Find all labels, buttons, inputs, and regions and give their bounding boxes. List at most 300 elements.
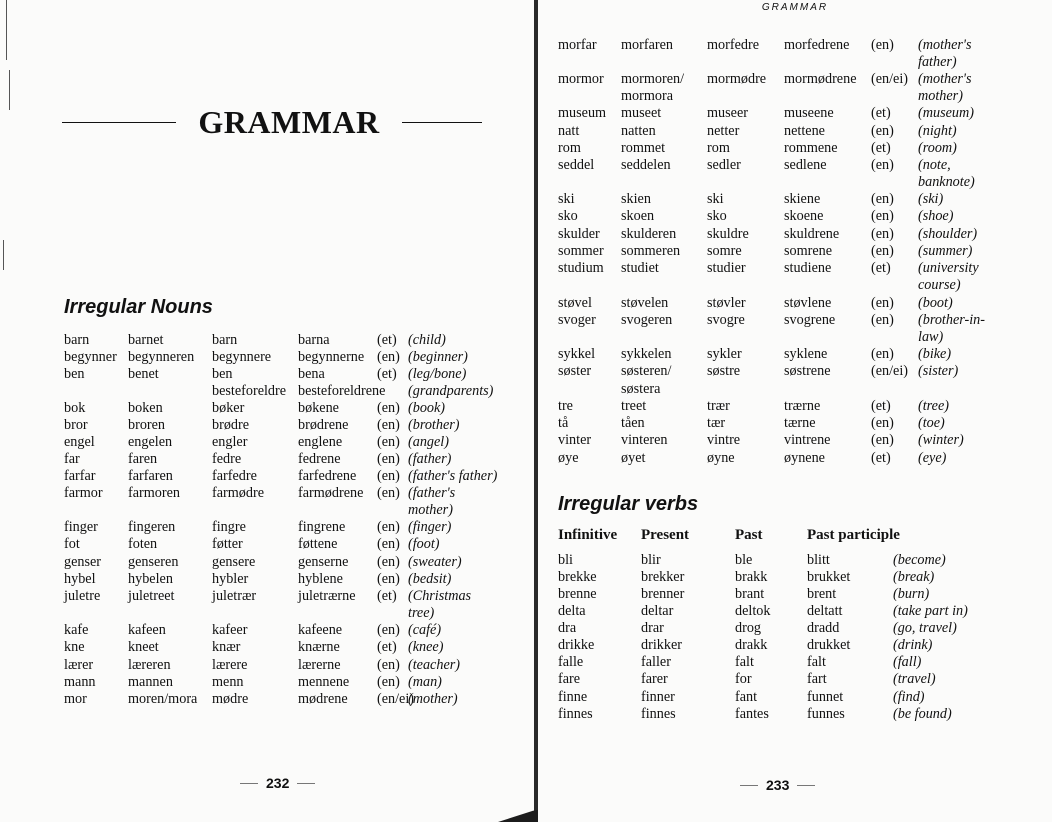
cell-past-participle: falt	[807, 654, 826, 670]
cell-translation: (father's	[408, 485, 456, 501]
table-row	[64, 332, 564, 349]
table-row	[558, 295, 1052, 312]
cell-gender: (en)	[377, 468, 400, 484]
cell-plural-definite: syklene	[784, 346, 828, 362]
cell-singular-definite: broren	[128, 417, 166, 433]
cell-plural-definite: knærne	[298, 639, 340, 655]
cell-singular-indefinite: begynner	[64, 349, 117, 365]
table-row	[558, 329, 1052, 346]
cell-translation: (grandparents)	[408, 383, 494, 399]
cell-translation: (find)	[893, 689, 925, 705]
cell-past-participle: funnes	[807, 706, 845, 722]
cell-translation: (burn)	[893, 586, 930, 602]
cell-translation: (ski)	[918, 191, 944, 207]
cell-translation: (bike)	[918, 346, 952, 362]
cell-gender: (en)	[871, 432, 894, 448]
cell-plural-indefinite: svogre	[707, 312, 745, 328]
cell-plural-definite: bena	[298, 366, 325, 382]
cell-plural-definite: genserne	[298, 554, 349, 570]
cell-singular-definite: skien	[621, 191, 651, 207]
cell-singular-indefinite: engel	[64, 434, 95, 450]
cell-translation: (take part in)	[893, 603, 968, 619]
cell-plural-definite: kafeene	[298, 622, 343, 638]
cell-plural-indefinite: begynnere	[212, 349, 272, 365]
cell-plural-indefinite: kafeer	[212, 622, 248, 638]
cell-gender: (en)	[377, 554, 400, 570]
table-row	[64, 674, 564, 691]
verb-header-present: Present	[641, 527, 690, 543]
cell-gender: (en)	[871, 312, 894, 328]
table-row	[64, 691, 564, 708]
cell-singular-indefinite: bok	[64, 400, 86, 416]
table-row	[558, 54, 1052, 71]
cell-plural-indefinite: farfedre	[212, 468, 257, 484]
cell-translation: (Christmas	[408, 588, 472, 604]
cell-singular-definite: moren/mora	[128, 691, 198, 707]
cell-singular-definite: støvelen	[621, 295, 669, 311]
cell-past: brant	[735, 586, 765, 602]
table-row	[558, 37, 1052, 54]
cell-plural-indefinite: vintre	[707, 432, 741, 448]
cell-singular-definite: morfaren	[621, 37, 673, 53]
cell-translation: (beginner)	[408, 349, 468, 365]
cell-singular-definite: genseren	[128, 554, 179, 570]
cell-singular-indefinite: vinter	[558, 432, 592, 448]
table-row	[64, 639, 564, 656]
cell-plural-indefinite: skuldre	[707, 226, 749, 242]
table-row	[558, 157, 1052, 174]
cell-past: drog	[735, 620, 762, 636]
table-row	[64, 349, 564, 366]
cell-plural-definite: skoene	[784, 208, 824, 224]
cell-translation: (summer)	[918, 243, 973, 259]
page-number: 233	[766, 777, 790, 793]
table-row	[558, 123, 1052, 140]
cell-singular-definite: kneet	[128, 639, 159, 655]
cell-translation: (father)	[408, 451, 452, 467]
cell-plural-indefinite: brødre	[212, 417, 250, 433]
cell-plural-definite: mormødrene	[784, 71, 857, 87]
table-row	[558, 620, 1052, 637]
cell-gender: (en)	[377, 349, 400, 365]
cell-singular-indefinite: sko	[558, 208, 578, 224]
cell-plural-indefinite: øyne	[707, 450, 735, 466]
cell-past-participle: funnet	[807, 689, 844, 705]
cell-plural-definite: farmødrene	[298, 485, 364, 501]
cell-translation: (foot)	[408, 536, 440, 552]
cell-plural-indefinite: søstre	[707, 363, 741, 379]
cell-singular-indefinite: museum	[558, 105, 607, 121]
cell-singular-definite: søstera	[621, 381, 661, 397]
table-row	[64, 588, 564, 605]
cell-gender: (et)	[377, 332, 397, 348]
cell-plural-indefinite: fedre	[212, 451, 242, 467]
cell-plural-indefinite: menn	[212, 674, 244, 690]
cell-singular-indefinite: finger	[64, 519, 98, 535]
cell-translation: mother)	[918, 88, 963, 104]
cell-singular-indefinite: farmor	[64, 485, 103, 501]
cell-translation: (boot)	[918, 295, 953, 311]
table-row	[558, 689, 1052, 706]
cell-translation: (university	[918, 260, 979, 276]
cell-plural-indefinite: bøker	[212, 400, 245, 416]
cell-gender: (en)	[377, 417, 400, 433]
cell-plural-definite: bøkene	[298, 400, 339, 416]
cell-gender: (en)	[871, 243, 894, 259]
cell-past: falt	[735, 654, 754, 670]
cell-present: faller	[641, 654, 671, 670]
cell-plural-indefinite: netter	[707, 123, 740, 139]
cell-translation: (shoe)	[918, 208, 954, 224]
cell-plural-indefinite: sko	[707, 208, 727, 224]
cell-singular-definite: skulderen	[621, 226, 677, 242]
cell-singular-indefinite: mann	[64, 674, 96, 690]
cell-singular-indefinite: lærer	[64, 657, 94, 673]
chapter-title: GRAMMAR	[198, 104, 380, 140]
cell-singular-definite: mannen	[128, 674, 173, 690]
cell-plural-indefinite: føtter	[212, 536, 243, 552]
cell-singular-definite: skoen	[621, 208, 655, 224]
table-row	[558, 174, 1052, 191]
cell-plural-indefinite: studier	[707, 260, 746, 276]
cell-translation: (eye)	[918, 450, 947, 466]
cell-translation: father)	[918, 54, 957, 70]
heading-rule-right	[402, 122, 482, 123]
cell-singular-definite: fingeren	[128, 519, 176, 535]
cell-plural-indefinite: hybler	[212, 571, 249, 587]
cell-translation: (drink)	[893, 637, 933, 653]
cell-plural-indefinite: gensere	[212, 554, 256, 570]
cell-gender: (en)	[377, 622, 400, 638]
cell-singular-indefinite: farfar	[64, 468, 96, 484]
cell-past-participle: drukket	[807, 637, 851, 653]
table-row	[64, 605, 564, 622]
table-row	[558, 603, 1052, 620]
cell-plural-definite: skuldrene	[784, 226, 840, 242]
cell-gender: (en)	[871, 208, 894, 224]
table-row	[64, 383, 564, 400]
cell-infinitive: finnes	[558, 706, 593, 722]
cell-gender: (en/ei)	[871, 71, 909, 87]
cell-translation: (café)	[408, 622, 442, 638]
section-title-irregular-verbs: Irregular verbs	[558, 493, 699, 515]
table-row	[64, 571, 564, 588]
cell-singular-definite: boken	[128, 400, 163, 416]
cell-present: drikker	[641, 637, 682, 653]
cell-plural-indefinite: museer	[707, 105, 748, 121]
cell-singular-definite: seddelen	[621, 157, 671, 173]
cell-plural-definite: lærerne	[298, 657, 341, 673]
cell-singular-definite: læreren	[128, 657, 171, 673]
page-number-right	[740, 777, 815, 793]
cell-gender: (en/ei)	[871, 363, 909, 379]
cell-singular-indefinite: sykkel	[558, 346, 596, 362]
cell-plural-definite: øynene	[784, 450, 825, 466]
cell-singular-indefinite: tre	[558, 398, 573, 414]
cell-translation: (sweater)	[408, 554, 462, 570]
table-row	[558, 654, 1052, 671]
cell-singular-definite: mormoren/	[621, 71, 685, 87]
cell-plural-definite: begynnerne	[298, 349, 365, 365]
table-row	[558, 398, 1052, 415]
cell-singular-indefinite: juletre	[64, 588, 101, 604]
cell-gender: (et)	[377, 588, 397, 604]
cell-translation: (leg/bone)	[408, 366, 467, 382]
cell-singular-definite: rommet	[621, 140, 666, 156]
table-row	[558, 586, 1052, 603]
cell-singular-definite: farmoren	[128, 485, 180, 501]
table-row	[558, 432, 1052, 449]
cell-plural-definite: mennene	[298, 674, 350, 690]
cell-translation: (brother)	[408, 417, 460, 433]
cell-plural-indefinite: trær	[707, 398, 730, 414]
table-row	[558, 71, 1052, 88]
table-row	[558, 243, 1052, 260]
cell-plural-indefinite: engler	[212, 434, 248, 450]
cell-plural-indefinite: sykler	[707, 346, 742, 362]
cell-infinitive: bli	[558, 552, 573, 568]
cell-translation: (mother's	[918, 37, 972, 53]
table-row	[558, 260, 1052, 277]
cell-singular-definite: natten	[621, 123, 656, 139]
table-row	[64, 366, 564, 383]
cell-plural-definite: barna	[298, 332, 330, 348]
table-row	[64, 468, 564, 485]
cell-singular-indefinite: studium	[558, 260, 604, 276]
cell-translation: (angel)	[408, 434, 449, 450]
cell-gender: (en)	[377, 434, 400, 450]
cell-plural-definite: fedrene	[298, 451, 341, 467]
cell-singular-indefinite: ben	[64, 366, 85, 382]
cell-plural-definite: brødrene	[298, 417, 349, 433]
cell-translation: (night)	[918, 123, 957, 139]
cell-plural-indefinite: lærere	[212, 657, 248, 673]
table-row	[64, 519, 564, 536]
table-row	[64, 622, 564, 639]
cell-gender: (et)	[871, 105, 891, 121]
page-number-left	[240, 775, 315, 791]
cell-singular-definite: tåen	[621, 415, 645, 431]
cell-singular-indefinite: morfar	[558, 37, 597, 53]
cell-translation: (brother-in-	[918, 312, 985, 328]
cell-plural-indefinite: støvler	[707, 295, 746, 311]
cell-translation: (note,	[918, 157, 951, 173]
cell-translation: (mother)	[408, 691, 458, 707]
cell-translation: banknote)	[918, 174, 975, 190]
cell-singular-indefinite: rom	[558, 140, 581, 156]
cell-gender: (en)	[871, 157, 894, 173]
table-row	[558, 208, 1052, 225]
table-row	[558, 140, 1052, 157]
cell-singular-definite: benet	[128, 366, 159, 382]
cell-plural-indefinite: sedler	[707, 157, 741, 173]
cell-infinitive: brenne	[558, 586, 597, 602]
cell-plural-definite: museene	[784, 105, 834, 121]
table-row	[558, 226, 1052, 243]
cell-translation: (toe)	[918, 415, 945, 431]
cell-past: for	[735, 671, 752, 687]
table-row	[558, 363, 1052, 380]
cell-singular-indefinite: hybel	[64, 571, 96, 587]
cell-translation: (tree)	[918, 398, 949, 414]
cell-plural-definite: sedlene	[784, 157, 827, 173]
cell-past: ble	[735, 552, 753, 568]
cell-translation: (man)	[408, 674, 442, 690]
cell-translation: (room)	[918, 140, 957, 156]
cell-plural-definite: tærne	[784, 415, 816, 431]
verb-header-past: Past	[735, 527, 763, 543]
cell-singular-indefinite: sommer	[558, 243, 604, 259]
cell-translation: (child)	[408, 332, 446, 348]
cell-plural-definite: skiene	[784, 191, 821, 207]
cell-singular-definite: vinteren	[621, 432, 668, 448]
table-row	[64, 400, 564, 417]
table-row	[558, 671, 1052, 688]
cell-plural-indefinite: farmødre	[212, 485, 264, 501]
cell-gender: (en)	[871, 37, 894, 53]
cell-gender: (en/ei)	[377, 691, 415, 707]
cell-singular-indefinite: natt	[558, 123, 580, 139]
cell-singular-definite: juletreet	[128, 588, 175, 604]
cell-gender: (en)	[871, 226, 894, 242]
cell-past: deltok	[735, 603, 771, 619]
cell-plural-indefinite: knær	[212, 639, 241, 655]
cell-plural-definite: rommene	[784, 140, 838, 156]
cell-past-participle: brent	[807, 586, 837, 602]
cell-plural-indefinite: barn	[212, 332, 238, 348]
cell-singular-definite: sykkelen	[621, 346, 672, 362]
cell-plural-definite: hyblene	[298, 571, 343, 587]
cell-translation: (mother's	[918, 71, 972, 87]
cell-plural-indefinite: fingre	[212, 519, 246, 535]
heading-rule-left	[62, 122, 176, 123]
table-row	[558, 706, 1052, 723]
running-head: GRAMMAR	[761, 2, 829, 13]
cell-singular-indefinite: svoger	[558, 312, 596, 328]
cell-singular-indefinite: far	[64, 451, 80, 467]
cell-plural-indefinite: somre	[707, 243, 742, 259]
cell-infinitive: dra	[558, 620, 577, 636]
cell-translation: (break)	[893, 569, 935, 585]
cell-singular-definite: begynneren	[128, 349, 195, 365]
page-number: 232	[266, 775, 290, 791]
cell-singular-indefinite: søster	[558, 363, 592, 379]
cell-singular-indefinite: skulder	[558, 226, 600, 242]
table-row	[64, 502, 564, 519]
cell-translation: (sister)	[918, 363, 959, 379]
cell-past-participle: deltatt	[807, 603, 843, 619]
cell-singular-indefinite: barn	[64, 332, 90, 348]
cell-past-participle: fart	[807, 671, 827, 687]
table-row	[558, 450, 1052, 467]
cell-past: drakk	[735, 637, 768, 653]
cell-past: brakk	[735, 569, 768, 585]
cell-plural-indefinite: tær	[707, 415, 726, 431]
cell-gender: (en)	[871, 295, 894, 311]
table-row	[558, 637, 1052, 654]
table-row	[558, 312, 1052, 329]
cell-plural-definite: mødrene	[298, 691, 348, 707]
cell-gender: (en)	[871, 415, 894, 431]
cell-present: finner	[641, 689, 675, 705]
table-row	[558, 88, 1052, 105]
cell-gender: (en)	[377, 400, 400, 416]
cell-singular-indefinite: kne	[64, 639, 85, 655]
cell-plural-definite: juletrærne	[298, 588, 356, 604]
cell-gender: (en)	[377, 571, 400, 587]
verb-header-past-participle: Past participle	[807, 527, 900, 543]
cell-plural-definite: føttene	[298, 536, 338, 552]
cell-plural-definite: trærne	[784, 398, 821, 414]
cell-plural-indefinite: mødre	[212, 691, 249, 707]
cell-gender: (en)	[871, 123, 894, 139]
cell-infinitive: fare	[558, 671, 581, 687]
cell-plural-definite: farfedrene	[298, 468, 357, 484]
cell-present: blir	[641, 552, 661, 568]
verb-header-infinitive: Infinitive	[558, 527, 618, 543]
cell-translation: (museum)	[918, 105, 974, 121]
cell-plural-definite: svogrene	[784, 312, 836, 328]
cell-translation: (teacher)	[408, 657, 460, 673]
cell-translation: tree)	[408, 605, 435, 621]
table-row	[64, 417, 564, 434]
cell-gender: (et)	[377, 639, 397, 655]
cell-singular-indefinite: seddel	[558, 157, 595, 173]
cell-plural-definite: søstrene	[784, 363, 831, 379]
cell-gender: (et)	[871, 450, 891, 466]
section-title-irregular-nouns: Irregular Nouns	[64, 296, 213, 318]
cell-plural-definite: fingrene	[298, 519, 346, 535]
cell-singular-definite: svogeren	[621, 312, 673, 328]
table-row	[558, 381, 1052, 398]
cell-gender: (et)	[377, 366, 397, 382]
cell-translation: (become)	[893, 552, 946, 568]
table-row	[558, 346, 1052, 363]
cell-translation: (go, travel)	[893, 620, 957, 636]
cell-infinitive: falle	[558, 654, 584, 670]
cell-past: fantes	[735, 706, 769, 722]
table-row	[558, 191, 1052, 208]
cell-singular-indefinite: ski	[558, 191, 575, 207]
cell-singular-definite: mormora	[621, 88, 674, 104]
cell-singular-indefinite: kafe	[64, 622, 89, 638]
cell-present: farer	[641, 671, 668, 687]
cell-singular-definite: øyet	[621, 450, 646, 466]
cell-translation: (shoulder)	[918, 226, 978, 242]
table-row	[64, 485, 564, 502]
table-row	[558, 415, 1052, 432]
cell-plural-indefinite: rom	[707, 140, 730, 156]
cell-singular-indefinite: støvel	[558, 295, 592, 311]
cell-translation: (book)	[408, 400, 446, 416]
cell-plural-definite: englene	[298, 434, 343, 450]
cell-translation: course)	[918, 277, 961, 293]
table-row	[558, 105, 1052, 122]
cell-singular-definite: foten	[128, 536, 158, 552]
cell-translation: mother)	[408, 502, 453, 518]
cell-singular-definite: barnet	[128, 332, 164, 348]
cell-present: brenner	[641, 586, 685, 602]
cell-translation: (winter)	[918, 432, 964, 448]
cell-singular-definite: hybelen	[128, 571, 173, 587]
cell-plural-definite: studiene	[784, 260, 832, 276]
table-row	[64, 434, 564, 451]
table-row	[64, 451, 564, 468]
cell-singular-definite: farfaren	[128, 468, 173, 484]
cell-past-participle: blitt	[807, 552, 830, 568]
cell-gender: (en)	[377, 485, 400, 501]
cell-singular-definite: treet	[621, 398, 647, 414]
